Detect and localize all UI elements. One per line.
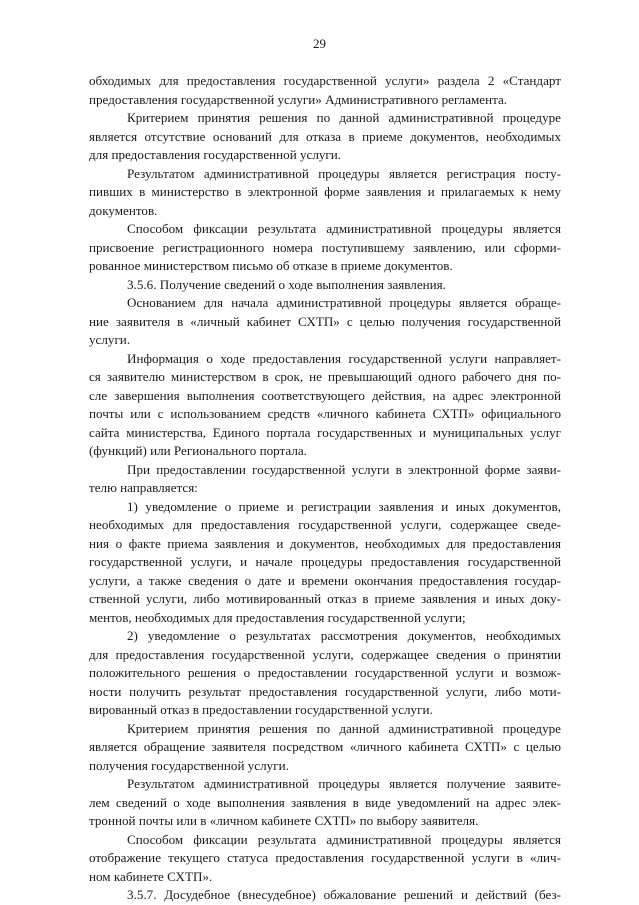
text-line: государственной услуги, и начале процедуры предоставления государственной xyxy=(89,554,561,569)
text-line: услуги, а также сведения о дате и времени окончания предоставления государ- xyxy=(89,572,561,588)
text-line: ние заявителя в «личный кабинет СХТП» с целью получения государственной xyxy=(89,313,561,329)
text-line: ном кабинете СХТП». xyxy=(89,868,213,884)
text-line: пивших в министерство в электронной форме заявления и прилагаемых к нему xyxy=(89,184,561,199)
text-line: Основанием для начала административной процедуры является обраще- xyxy=(127,295,561,310)
text-line: является отсутствие оснований для отказа в приеме документов, необходимых xyxy=(89,128,561,144)
text-line: Способом фиксации результата административной процедуры является xyxy=(127,831,561,847)
text-line: для предоставления государственной услуги, содержащее сведения о принятии xyxy=(89,646,561,662)
text-line: При предоставлении государственной услуги в электронной форме заяви- xyxy=(127,461,561,477)
text-line: 1) уведомление о приеме и регистрации заявления и иных документов, xyxy=(127,498,561,514)
text-line: обходимых для предоставления государственной услуги» раздела 2 «Стандарт xyxy=(89,73,561,88)
text-line: Результатом административной процедуры является получение заявите- xyxy=(127,776,561,791)
text-line: услуги. xyxy=(89,332,131,347)
text-line: присвоение регистрационного номера поступившему заявлению, или сформи- xyxy=(89,239,561,255)
text-line: сле завершения выполнения соответствующего действия, на адрес электронной xyxy=(89,387,561,403)
text-line: отображение текущего статуса предоставления государственной услуги в «лич- xyxy=(89,850,561,865)
text-line: телю направляется: xyxy=(89,480,198,495)
text-line: для предоставления государственной услуги. xyxy=(89,147,342,162)
text-line: ственной услуги, либо мотивированный отказ в приеме заявления и иных доку- xyxy=(89,591,561,606)
text-line: документов. xyxy=(89,202,158,218)
text-line: ся заявителю министерством в срок, не превышающий одного рабочего дня по- xyxy=(89,369,561,384)
text-line: рованное министерством письмо об отказе в приеме документов. xyxy=(89,258,453,273)
body-text xyxy=(89,72,561,905)
text-line: сайта министерства, Единого портала государственных и муниципальных услуг xyxy=(89,424,561,440)
text-line: предоставления государственной услуги» Административного регламента. xyxy=(89,91,508,107)
text-line: лем сведений о ходе выполнения заявления в виде уведомлений на адрес элек- xyxy=(89,794,561,810)
text-line: Критерием принятия решения по данной административной процедуре xyxy=(127,720,561,736)
text-line: получения государственной услуги. xyxy=(89,757,289,773)
text-line: Способом фиксации результата административной процедуры является xyxy=(127,221,561,236)
text-line: Результатом административной процедуры является регистрация посту- xyxy=(127,165,561,181)
text-line: Критерием принятия решения по данной административной процедуре xyxy=(127,110,561,125)
text-line: вированный отказ в предоставлении государственной услуги. xyxy=(89,702,433,717)
text-line: положительного решения о предоставлении государственной услуги и возмож- xyxy=(89,665,561,680)
text-line: Информация о ходе предоставления государственной услуги направляет- xyxy=(127,350,561,366)
text-line: 3.5.7. Досудебное (внесудебное) обжалование решений и действий (без- xyxy=(127,887,561,902)
text-line: (функций) или Регионального портала. xyxy=(89,443,307,458)
page-number: 29 xyxy=(313,36,326,51)
text-line: является обращение заявителя посредством «личного кабинета СХТП» с целью xyxy=(89,739,561,754)
text-line: необходимых для предоставления государственной услуги, содержащее сведе- xyxy=(89,517,561,532)
text-line: почты или с использованием средств «личного кабинета СХТП» официального xyxy=(89,406,561,421)
text-line: ния о факте приема заявления и документов, необходимых для предоставления xyxy=(89,535,561,551)
text-line: ментов, необходимых для предоставления государственной услуги; xyxy=(89,609,466,625)
text-line: 3.5.6. Получение сведений о ходе выполнения заявления. xyxy=(127,276,446,292)
text-line: 2) уведомление о результатах рассмотрения документов, необходимых xyxy=(127,628,561,643)
text-line: тронной почты или в «личном кабинете СХТП» по выбору заявителя. xyxy=(89,813,479,828)
text-line: ности получить результат предоставления государственной услуги, либо моти- xyxy=(89,683,561,699)
